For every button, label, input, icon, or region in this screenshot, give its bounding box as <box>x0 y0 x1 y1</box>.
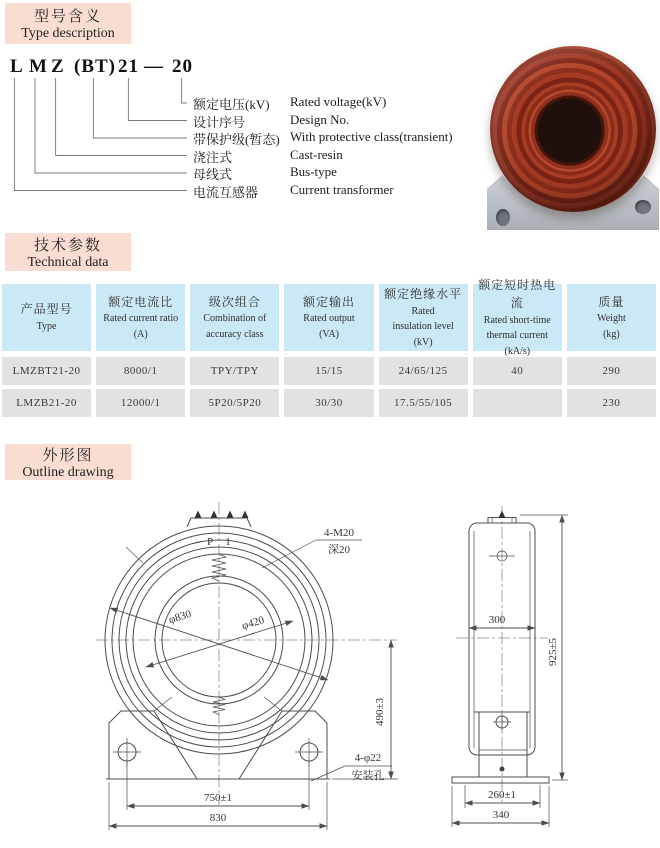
dim-side-width: 300 <box>488 614 506 626</box>
cell-weight: 290 <box>567 357 656 385</box>
dim-inner-diameter: φ420 <box>240 614 266 633</box>
cell-type: LMZB21-20 <box>2 389 91 417</box>
legend-zh-protective: 带保护级(暂态) <box>193 132 280 147</box>
section-title-en: Type description <box>21 26 115 41</box>
side-view <box>452 506 568 827</box>
dim-side-hole-span: 260±1 <box>487 789 517 801</box>
table-row-lmzbt21-20 <box>2 357 656 385</box>
cell-output: 15/15 <box>284 357 373 385</box>
col-header-rated-output: 额定输出 Rated output (VA) <box>284 284 373 351</box>
photo-transformer-ring <box>490 46 656 212</box>
section-title-zh: 型号含义 <box>33 9 102 25</box>
type-code-part-21: 21 <box>118 56 139 77</box>
dim-side-overall-width: 340 <box>492 809 510 821</box>
legend-zh-rated-voltage: 额定电压(kV) <box>193 97 270 112</box>
type-code-part-z: Z <box>51 56 65 77</box>
type-code-part-bt: (BT) <box>74 56 116 77</box>
legend-en-design-no: Design No. <box>290 112 350 127</box>
section-header-technical-data <box>5 233 131 271</box>
photo-base-hole-left <box>496 209 510 226</box>
dim-side-height: 925±5 <box>547 637 559 667</box>
dim-height: 490±3 <box>374 697 386 727</box>
legend-zh-design-no: 设计序号 <box>193 115 246 130</box>
cell-ratio: 8000/1 <box>96 357 185 385</box>
table-row-lmzb21-20 <box>2 389 656 417</box>
section-header-outline-drawing <box>5 444 131 480</box>
legend-en-rated-voltage: Rated voltage(kV) <box>290 94 387 109</box>
product-photo <box>487 44 659 232</box>
dim-hole-span: 750±1 <box>203 792 233 804</box>
thread-note-line1: 4-M20 <box>324 527 354 539</box>
dim-outer-diameter: φ830 <box>167 608 193 627</box>
col-header-insulation-level: 额定绝缘水平 Rated insulation level (kV) <box>379 284 468 351</box>
type-code-part-l: L <box>10 56 24 77</box>
type-code-part-20: 20 <box>172 56 193 77</box>
col-header-accuracy-class: 级次组合 Combination of accuracy class <box>190 284 279 351</box>
terminal-label-1: 1 <box>225 536 231 548</box>
cell-insulation: 17.5/55/105 <box>379 389 468 417</box>
thread-note-line2: 深20 <box>328 544 350 556</box>
cell-accuracy: TPY/TPY <box>190 357 279 385</box>
table-header-row <box>2 277 656 357</box>
terminal-label-p: P <box>206 536 214 548</box>
col-header-rated-current-ratio: 额定电流比 Rated current ratio (A) <box>96 284 185 351</box>
technical-data-table <box>2 277 656 417</box>
section-title-zh: 技术参数 <box>33 237 102 254</box>
front-view <box>96 502 398 830</box>
foot-right <box>239 711 327 779</box>
col-header-weight: 质量 Weight (kg) <box>567 284 656 351</box>
mount-note-line2: 安装孔 <box>351 770 385 782</box>
terminal-stud <box>211 511 218 519</box>
type-code-callout-lines <box>0 78 200 198</box>
cell-insulation: 24/65/125 <box>379 357 468 385</box>
dim-overall-width: 830 <box>209 812 227 824</box>
legend-en-ct: Current transformer <box>290 182 394 197</box>
terminal-stud <box>242 511 249 519</box>
legend-zh-ct: 电流互感器 <box>193 185 259 200</box>
legend-zh-bus-type: 母线式 <box>193 167 233 182</box>
section-header-type-description <box>5 3 131 44</box>
terminal-stud <box>227 511 234 519</box>
mount-note-line1: 4-φ22 <box>354 752 382 764</box>
section-title-en: Technical data <box>27 254 109 270</box>
cell-accuracy: 5P20/5P20 <box>190 389 279 417</box>
terminal-stud <box>195 511 202 519</box>
type-code-dash: — <box>144 56 164 77</box>
col-header-type: 产品型号 Type <box>2 284 91 351</box>
cell-thermal <box>473 389 562 417</box>
legend-en-protective: With protective class(transient) <box>290 129 453 144</box>
outline-drawing <box>0 490 660 848</box>
foot-left <box>109 711 197 779</box>
col-header-thermal-current: 额定短时热电流 Rated short-time thermal current (kA/s) <box>473 284 562 351</box>
legend-zh-cast-resin: 浇注式 <box>193 150 233 165</box>
cell-output: 30/30 <box>284 389 373 417</box>
legend-en-bus-type: Bus-type <box>290 164 337 179</box>
side-flange <box>452 777 549 783</box>
cell-weight: 230 <box>567 389 656 417</box>
type-code-part-m: M <box>29 56 48 77</box>
cell-ratio: 12000/1 <box>96 389 185 417</box>
legend-en-cast-resin: Cast-resin <box>290 147 343 162</box>
photo-base-hole-right <box>635 200 651 214</box>
cell-type: LMZBT21-20 <box>2 357 91 385</box>
cell-thermal: 40 <box>473 357 562 385</box>
section-title-zh: 外形图 <box>42 447 94 464</box>
section-title-en: Outline drawing <box>22 464 114 480</box>
